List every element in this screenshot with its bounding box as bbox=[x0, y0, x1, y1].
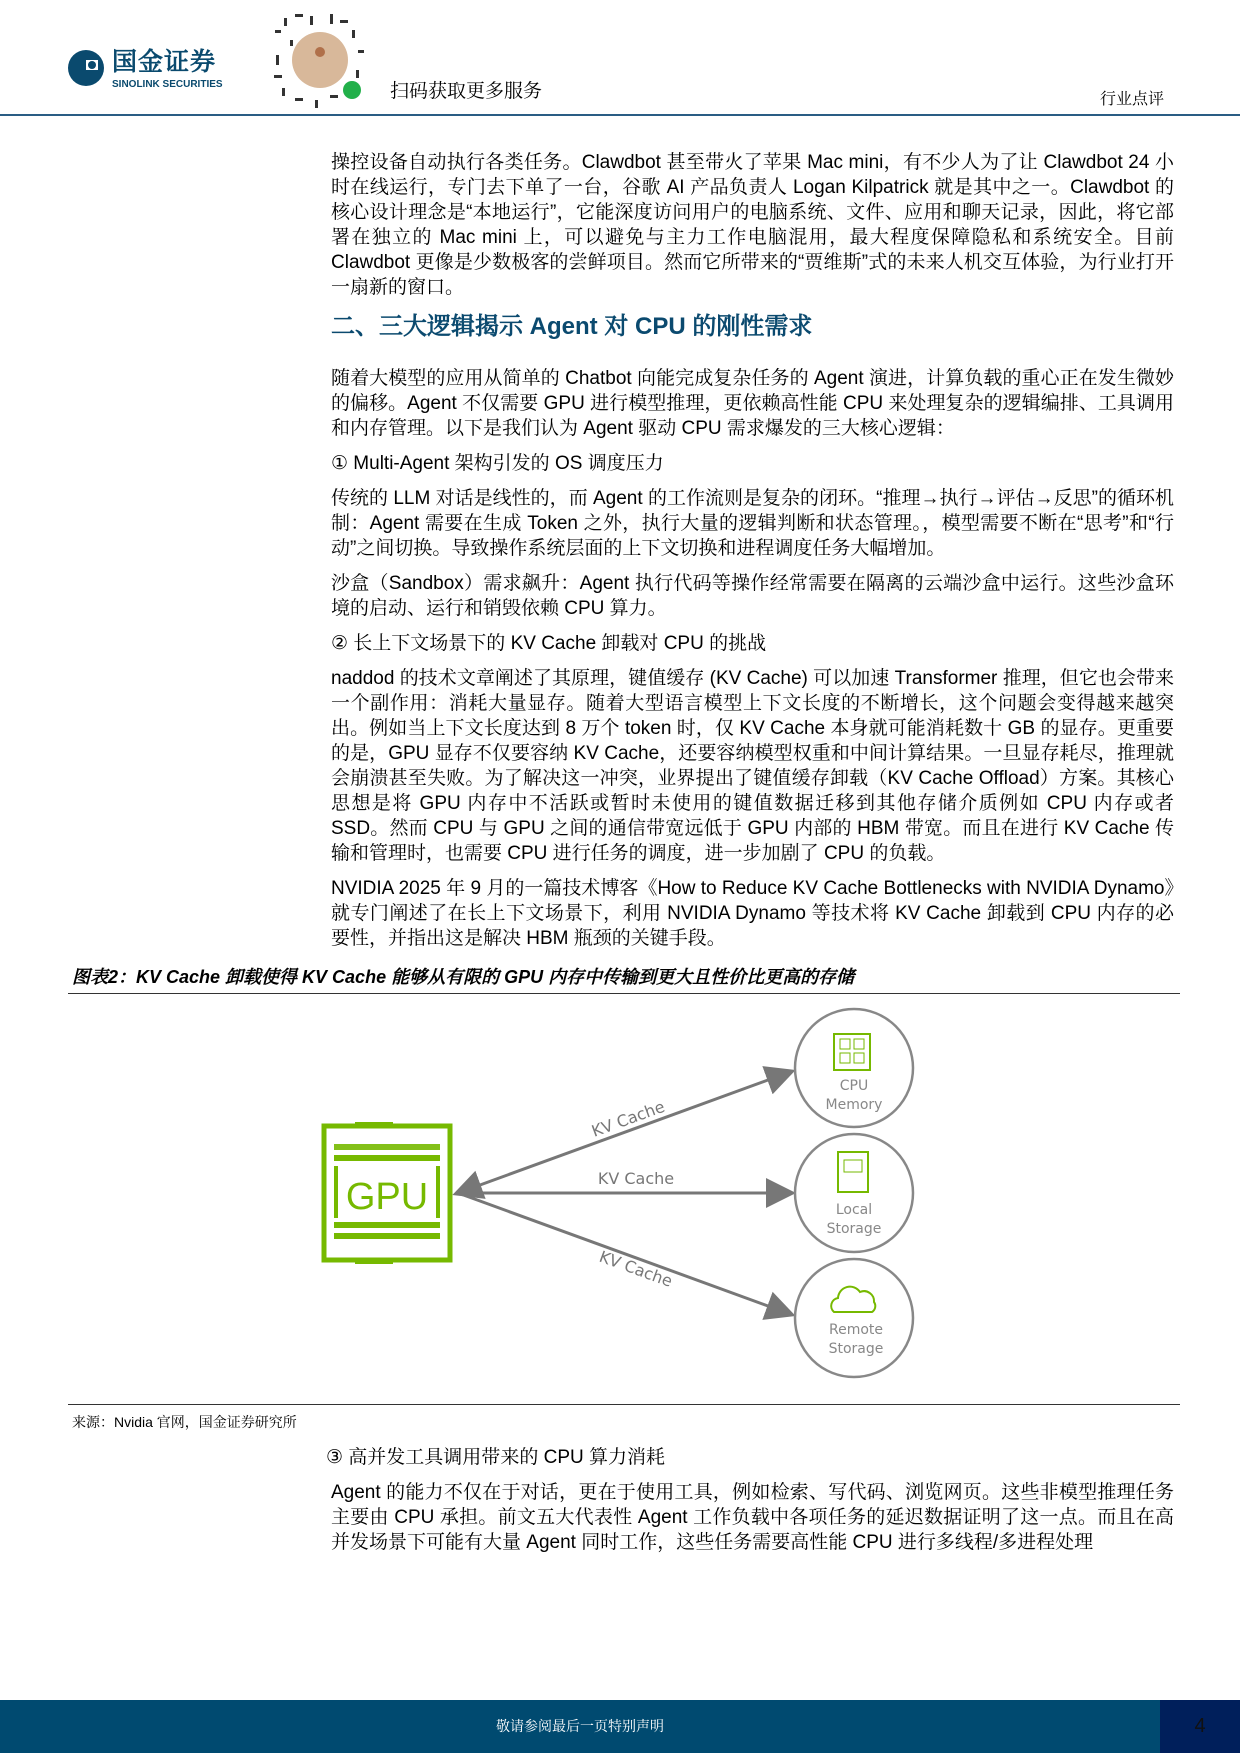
paragraph-multi-agent: 传统的 LLM 对话是线性的，而 Agent 的工作流则是复杂的闭环。“推理→执行→评估→反思”的循环机制：Agent 需要在生成 Token 之外，执行大量的逻辑判断和状态管理。，模型需要不断在“思考”和“行动”之间切换。导致操作系统层面的上下文切换和进程调度任务大幅增加。 bbox=[331, 488, 1174, 559]
section-heading: 二、三大逻辑揭示 Agent 对 CPU 的刚性需求 bbox=[331, 313, 813, 340]
node2-line2: Storage bbox=[826, 1221, 882, 1237]
subheading-2: ② 长上下文场景下的 KV Cache 卸载对 CPU 的挑战 bbox=[331, 633, 767, 654]
local-storage-node bbox=[795, 1134, 913, 1252]
node1-line2: Memory bbox=[825, 1097, 883, 1113]
footer-disclaimer: 敬请参阅最后一页特别声明 bbox=[0, 1700, 1160, 1753]
figure-source: 来源：Nvidia 官网，国金证券研究所 bbox=[72, 1414, 297, 1430]
figure-title: 图表2：KV Cache 卸载使得 KV Cache 能够从有限的 GPU 内存中传输到更大且性价比更高的存储 bbox=[72, 967, 855, 987]
paragraph-clawdbot: 操控设备自动执行各类任务。Clawdbot 甚至带火了苹果 Mac mini，有不少人为了让 Clawdbot 24 小时在线运行，专门去下单了一台，谷歌 AI 产品负责人 Logan Kilpatrick 就是其中之一。Clawdbot 的核心设计理念是“本地运行”，它能深度访问用户的电脑系统、文件、应用和聊天记录，因此，将它部署在独立的 Mac mini 上，可以避免与主力工作电脑混用，最大程度保障隐私和系统安全。目前 Clawdbot 更像是少数极客的尝鲜项目。然而它所带来的“贾维斯”式的未来人机交互体验，为行业打开一扇新的窗口。 bbox=[331, 152, 1174, 298]
header-divider bbox=[0, 114, 1240, 116]
arrow-label-mid: KV Cache bbox=[597, 1169, 675, 1188]
gpu-icon bbox=[324, 1122, 450, 1264]
report-body bbox=[0, 150, 1240, 1565]
subheading-1: ① Multi-Agent 架构引发的 OS 调度压力 bbox=[331, 453, 664, 474]
paragraph-kv-cache: naddod 的技术文章阐述了其原理，键值缓存 (KV Cache) 可以加速 Transformer 推理，但它也会带来一个副作用：消耗大量显存。随着大型语言模型上下文长度的不断增长，这个问题会变得越来越突出。例如当上下文长度达到 8 万个 token 时，仅 KV Cache 本身就可能消耗数十 GB 的显存。更重要的是，GPU 显存不仅要容纳 KV Cache，还要容纳模型权重和中间计算结果。一旦显存耗尽，推理就会崩溃甚至失败。为了解决这一冲突，业界提出了键值缓存卸载（KV Cache Offload）方案。其核心思想是将 GPU 内存中不活跃或暂时未使用的键值数据迁移到其他存储介质例如 CPU 内存或者 SSD。然而 CPU 与 GPU 之间的通信带宽远低于 GPU 内部的 HBM 带宽。而且在进行 KV Cache 传输和管理时，也需要 CPU 进行任务的调度，进一步加剧了 CPU 的负载。 bbox=[331, 668, 1174, 864]
paragraph-nvidia: NVIDIA 2025 年 9 月的一篇技术博客《How to Reduce KV Cache Bottlenecks with NVIDIA Dynamo》就专门阐述了在长上下文场景下，利用 NVIDIA Dynamo 等技术将 KV Cache 卸载到 CPU 内存的必要性，并指出这是解决 HBM 瓶颈的关键手段。 bbox=[331, 878, 1174, 949]
qr-code-icon bbox=[270, 10, 370, 110]
subheading-3: ③ 高并发工具调用带来的 CPU 算力消耗 bbox=[326, 1447, 665, 1468]
logo-en: SINOLINK SECURITIES bbox=[112, 79, 223, 90]
node3-line1: Remote bbox=[828, 1322, 884, 1338]
logo-cn: 国金证券 bbox=[112, 48, 217, 76]
gpu-label: GPU bbox=[345, 1176, 429, 1218]
page-number: 4 bbox=[1160, 1700, 1240, 1753]
logo-mark-icon bbox=[66, 48, 106, 88]
arrow-label-top: KV Cache bbox=[589, 1096, 668, 1141]
arrow-label-bottom: KV Cache bbox=[596, 1246, 675, 1291]
node2-line1: Local bbox=[835, 1202, 873, 1218]
cpu-memory-node bbox=[795, 1009, 913, 1127]
paragraph-sandbox: 沙盒（Sandbox）需求飙升：Agent 执行代码等操作经常需要在隔离的云端沙盒中运行。这些沙盒环境的启动、运行和销毁依赖 CPU 算力。 bbox=[331, 573, 1174, 619]
node3-line2: Storage bbox=[828, 1341, 884, 1357]
report-type: 行业点评 bbox=[1100, 91, 1165, 108]
qr-caption: 扫码获取更多服务 bbox=[390, 81, 543, 102]
node1-line1: CPU bbox=[839, 1078, 869, 1094]
remote-storage-node bbox=[795, 1259, 913, 1377]
paragraph-tools: Agent 的能力不仅在于对话，更在于使用工具，例如检索、写代码、浏览网页。这些非模型推理任务主要由 CPU 承担。前文五大代表性 Agent 工作负载中各项任务的延迟数据证明了这一点。而且在高并发场景下可能有大量 Agent 同时工作，这些任务需要高性能 CPU 进行多线程/多进程处理 bbox=[331, 1482, 1174, 1553]
paragraph-intro: 随着大模型的应用从简单的 Chatbot 向能完成复杂任务的 Agent 演进，计算负载的重心正在发生微妙的偏移。Agent 不仅需要 GPU 进行模型推理，更依赖高性能 CPU 来处理复杂的逻辑编排、工具调用和内存管理。以下是我们认为 Agent 驱动 CPU 需求爆发的三大核心逻辑： bbox=[331, 368, 1174, 439]
kv-cache-diagram bbox=[0, 994, 1240, 1404]
figure-bottom-rule bbox=[68, 1404, 1180, 1405]
